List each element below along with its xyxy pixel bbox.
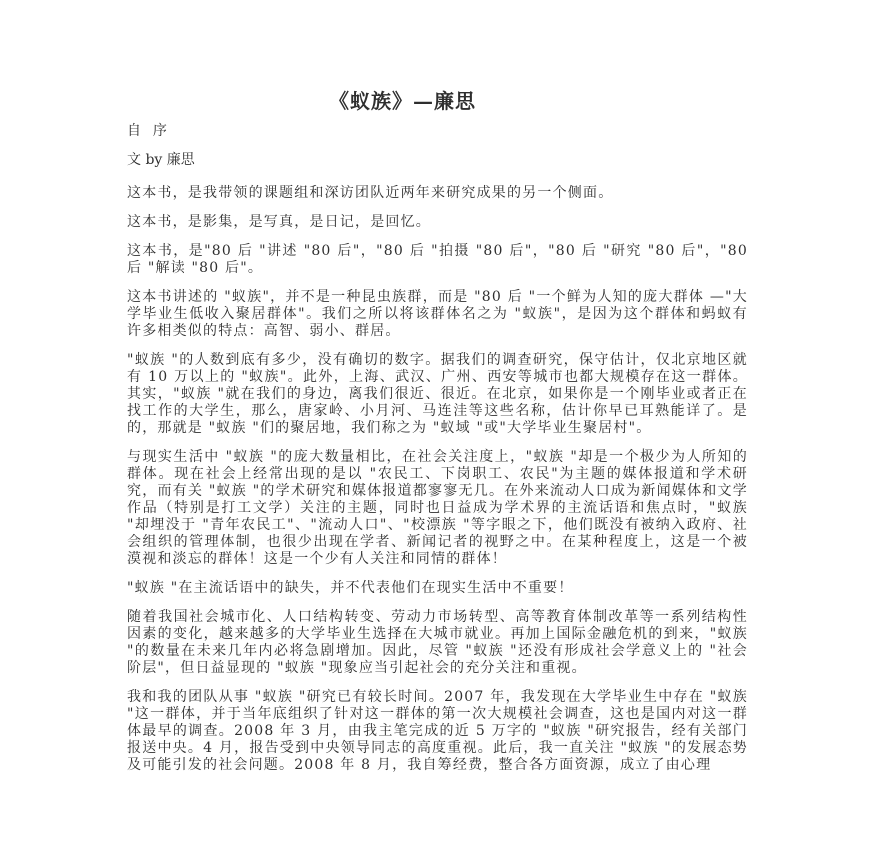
paragraph: 这本书，是我带领的课题组和深访团队近两年来研究成果的另一个侧面。 — [127, 185, 614, 201]
paragraph: 我和我的团队从事 "蚁族 "研究已有较长时间。2007 年，我发现在大学毕业生中存在 "蚁族 "这一群体，并于当年底组织了针对这一群体的第一次大规模社会调查，这也是国内对这一群体最早的调查。2008 年 3 月，由我主笔完成的近 5 万字的 "蚁族 "研究报告，经有关部门报送中央。4 月，报告受到中央领导同志的高度重视。此后，我一直关注 "蚁族 "的发展态势及可能引发的社会问题。2008 年 8 月，我自筹经费，整合各方面资源，成立了由心理 — [127, 689, 748, 773]
section-heading-preface: 自 序 — [127, 123, 168, 139]
byline: 文 by 廉思 — [127, 152, 195, 168]
document-content — [127, 91, 748, 774]
paragraph: "蚁族 "的人数到底有多少，没有确切的数字。据我们的调查研究，保守估计，仅北京地区就有 10 万以上的 "蚁族"。此外，上海、武汉、广州、西安等城市也都大规模存在这一群体。其实，"蚁族 "就在我们的身边，离我们很近、很近。在北京，如果你是一个刚毕业或者正在找工作的大学生，那么，唐家岭、小月河、马连洼等这些名称，估计你早已耳熟能详了。是的，那就是 "蚁族 "们的聚居地，我们称之为 "蚁域 "或"大学毕业生聚居村"。 — [127, 352, 748, 436]
paragraph: "蚁族 "在主流话语中的缺失，并不代表他们在现实生活中不重要！ — [127, 580, 574, 596]
paragraph: 与现实生活中 "蚁族 "的庞大数量相比，在社会关注度上，"蚁族 "却是一个极少为人所知的群体。现在社会上经常出现的是以 "农民工、下岗职工、农民"为主题的媒体报道和学术研究，而有关 "蚁族 "的学术研究和媒体报道都寥寥无几。在外来流动人口成为新闻媒体和文学作品（特别是打工文学）关注的主题，同时也日益成为学术界的主流话语和焦点时，"蚁族 "却埋没于 "青年农民工"、"流动人口"、"校漂族 "等字眼之下，他们既没有被纳入政府、社会组织的管理体制，也很少出现在学者、新闻记者的视野之中。在某种程度上，这是一个被漠视和淡忘的群体！这是一个少有人关注和同情的群体！ — [127, 449, 748, 567]
paragraph: 这本书讲述的 "蚁族"，并不是一种昆虫族群，而是 "80 后 "一个鲜为人知的庞大群体 —"大学毕业生低收入聚居群体"。我们之所以将该群体名之为 "蚁族"，是因为这个群体和蚂蚁有许多相类似的特点：高智、弱小、群居。 — [127, 289, 748, 339]
paragraph: 这本书，是影集，是写真，是日记，是回忆。 — [127, 214, 431, 230]
page-title: 《蚁族》—廉思 — [329, 89, 476, 113]
paragraph: 随着我国社会城市化、人口结构转变、劳动力市场转型、高等教育体制改革等一系列结构性因素的变化，越来越多的大学毕业生选择在大城市就业。再加上国际金融危机的到来，"蚁族 "的数量在未来几年内必将急剧增加。因此，尽管 "蚁族 "还没有形成社会学意义上的 "社会阶层"，但日益显现的 "蚁族 "现象应当引起社会的充分关注和重视。 — [127, 609, 748, 676]
paragraph: 这本书，是"80 后 "讲述 "80 后"，"80 后 "拍摄 "80 后"，"80 后 "研究 "80 后"，"80 后 "解读 "80 后"。 — [127, 243, 748, 276]
